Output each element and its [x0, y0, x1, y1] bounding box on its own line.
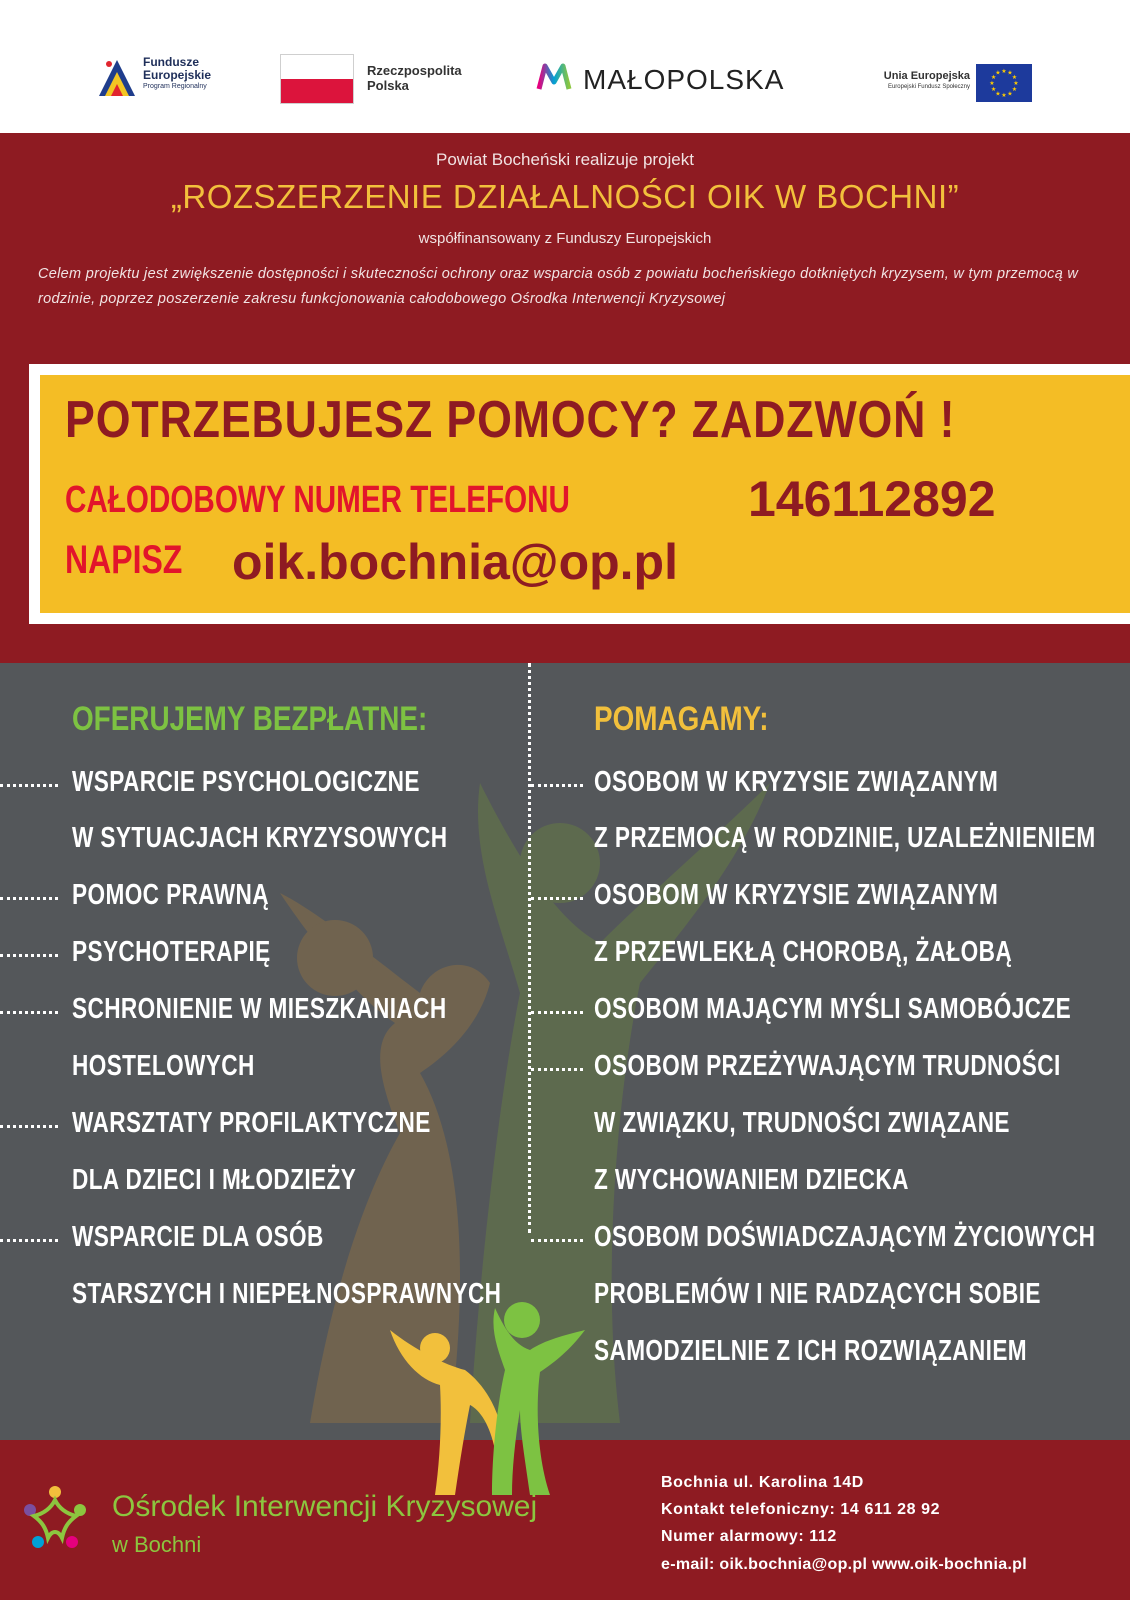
fundusze-europejskie-logo-icon: [95, 52, 139, 102]
malopolska-label: MAŁOPOLSKA: [583, 64, 785, 95]
offer-item: PSYCHOTERAPIĘ: [72, 936, 271, 968]
org-name: Ośrodek Interwencji Kryzysowej: [112, 1490, 538, 1523]
phone-number[interactable]: 146112892: [748, 471, 996, 527]
dotted-leader: [0, 1011, 58, 1014]
org-city: w Bochni: [112, 1532, 202, 1557]
help-item: W ZWIĄZKU, TRUDNOŚCI ZWIĄZANE: [594, 1107, 1010, 1139]
help-heading: POMAGAMY:: [594, 700, 769, 738]
dotted-leader: [0, 897, 58, 900]
malopolska-logo-icon: [536, 62, 572, 92]
offer-item: HOSTELOWYCH: [72, 1050, 255, 1082]
dotted-leader: [0, 1239, 58, 1242]
help-item: PROBLEMÓW I NIE RADZĄCYCH SOBIE: [594, 1278, 1041, 1310]
contact-email-www[interactable]: e-mail: oik.bochnia@op.pl www.oik-bochnia.pl: [661, 1556, 1028, 1573]
contact-address: Bochnia ul. Karolina 14D: [661, 1474, 864, 1491]
svg-text:★: ★: [1001, 92, 1007, 99]
phone-label: CAŁODOBOWY NUMER TELEFONU: [65, 479, 570, 521]
help-item: OSOBOM DOŚWIADCZAJĄCYM ŻYCIOWYCH: [594, 1221, 1096, 1253]
polish-flag-icon: [280, 54, 354, 104]
svg-text:★: ★: [990, 86, 997, 93]
project-lead: Powiat Bocheński realizuje projekt: [436, 150, 694, 169]
project-goal: Celem projektu jest zwiększenie dostępności i skuteczności ochrony oraz wsparcia osób z powiatu bocheńskiego dotkniętych kryzysem, w tym przemocą w rodzinie, poprzez poszerzenie zakresu funkcjonowania całodobowego Ośrodka Interwencji Kryzysowej: [38, 266, 1079, 307]
mail-label: NAPISZ: [65, 538, 183, 582]
fundusze-europejskie-label: Fundusze Europejskie Program Regionalny: [143, 55, 212, 90]
help-item: OSOBOM MAJĄCYM MYŚLI SAMOBÓJCZE: [594, 993, 1072, 1025]
dotted-leader: [531, 784, 583, 787]
svg-text:★: ★: [995, 69, 1001, 77]
unia-europejska-label: Unia Europejska Europejski Fundusz Społeczny: [883, 70, 970, 90]
offer-item: STARSZYCH I NIEPEŁNOSPRAWNYCH: [72, 1278, 502, 1310]
help-item: OSOBOM W KRYZYSIE ZWIĄZANYM: [594, 766, 999, 798]
cofinance-note: współfinansowany z Funduszy Europejskich: [418, 230, 712, 247]
help-item: Z PRZEWLEKŁĄ CHOROBĄ, ŻAŁOBĄ: [594, 936, 1013, 968]
svg-text:★: ★: [1007, 90, 1013, 98]
svg-text:★: ★: [1011, 74, 1018, 81]
oik-logo-icon: [18, 1482, 92, 1556]
offer-item: W SYTUACJACH KRYZYSOWYCH: [72, 822, 448, 854]
offer-item: SCHRONIENIE W MIESZKANIACH: [72, 993, 447, 1025]
svg-text:★: ★: [1013, 80, 1019, 87]
offer-item: WSPARCIE PSYCHOLOGICZNE: [72, 766, 420, 798]
mail-address[interactable]: oik.bochnia@op.pl: [232, 534, 678, 590]
offer-heading: OFERUJEMY BEZPŁATNE:: [72, 700, 428, 738]
eu-flag-icon: [976, 64, 1032, 102]
rzeczpospolita-label: Rzeczpospolita Polska: [367, 63, 462, 93]
column-divider: [528, 663, 531, 1233]
contact-phone[interactable]: Kontakt telefoniczny: 14 611 28 92: [661, 1501, 941, 1518]
help-item: Z PRZEMOCĄ W RODZINIE, UZALEŻNIENIEM: [594, 822, 1096, 854]
svg-text:★: ★: [995, 90, 1001, 98]
svg-text:★: ★: [1007, 69, 1013, 77]
offer-item: WSPARCIE DLA OSÓB: [72, 1221, 324, 1253]
svg-text:★: ★: [1011, 86, 1018, 93]
contact-alarm: Numer alarmowy: 112: [661, 1528, 837, 1545]
cta-headline: POTRZEBUJESZ POMOCY? ZADZWOŃ !: [65, 391, 956, 449]
project-title: „ROZSZERZENIE DZIAŁALNOŚCI OIK W BOCHNI”: [170, 178, 960, 215]
offer-item: POMOC PRAWNĄ: [72, 879, 269, 911]
help-item: SAMODZIELNIE Z ICH ROZWIĄZANIEM: [594, 1335, 1028, 1367]
help-item: OSOBOM W KRYZYSIE ZWIĄZANYM: [594, 879, 999, 911]
dotted-leader: [531, 1011, 583, 1014]
dotted-leader: [531, 1068, 583, 1071]
people-figures-icon: [380, 1290, 610, 1500]
dotted-leader: [0, 1125, 58, 1128]
dotted-leader: [531, 1239, 583, 1242]
dotted-leader: [0, 954, 58, 957]
svg-text:★: ★: [989, 80, 995, 87]
svg-text:★: ★: [990, 74, 997, 81]
svg-text:★: ★: [1001, 68, 1007, 75]
help-item: Z WYCHOWANIEM DZIECKA: [594, 1164, 909, 1196]
dotted-leader: [531, 897, 583, 900]
offer-item: WARSZTATY PROFILAKTYCZNE: [72, 1107, 431, 1139]
offer-item: DLA DZIECI I MŁODZIEŻY: [72, 1164, 357, 1196]
dotted-leader: [0, 784, 58, 787]
help-item: OSOBOM PRZEŻYWAJĄCYM TRUDNOŚCI: [594, 1050, 1061, 1082]
logos-strip: [0, 0, 1130, 133]
